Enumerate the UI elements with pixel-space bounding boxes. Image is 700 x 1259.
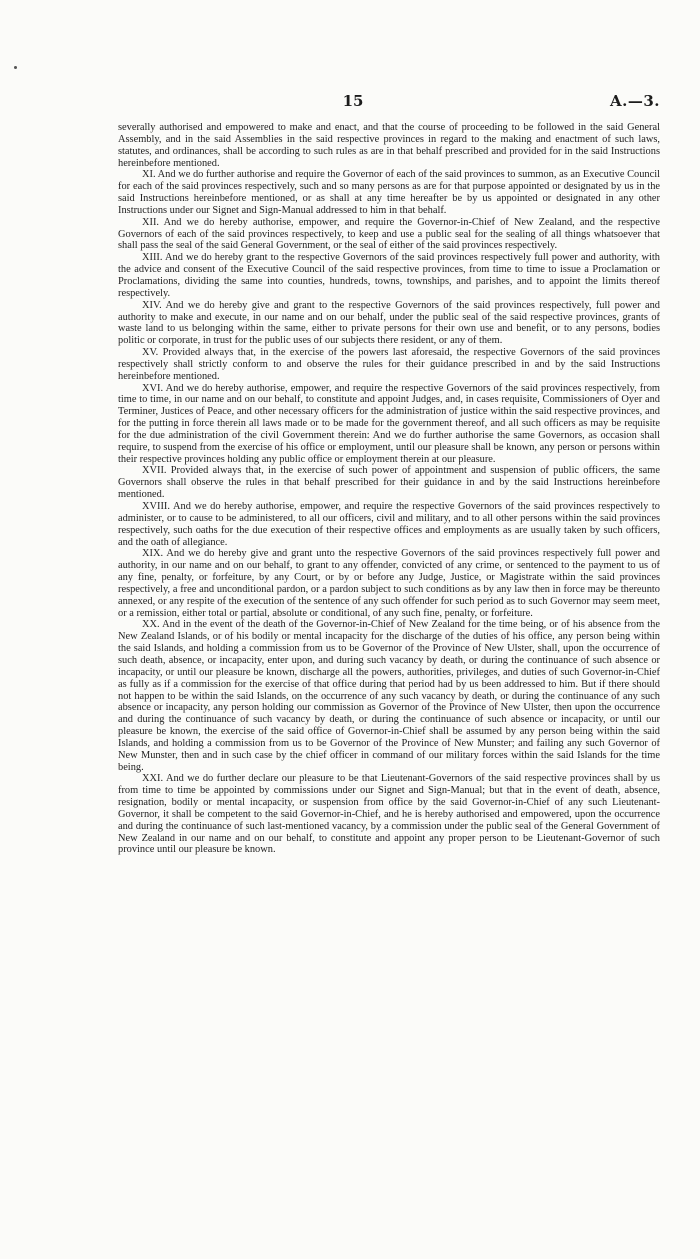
paragraph-numeral: XXI. [142, 773, 164, 785]
paragraph-xx [118, 619, 660, 773]
paragraph-text: And we do hereby give and grant to the respective Governors of the said provinces respectively, full power and authority to make and execute, in our name and on our behalf, under the public seal of the said respective provinces, grants of waste land to us belonging within the same, either to private persons for their own use and benefit, or to any persons, bodies politic or corporate, in trust for the public uses of our subjects there resident, or any of them. [118, 299, 660, 347]
paragraph-numeral: XV. [142, 347, 159, 359]
paragraph-text: Provided always that, in the exercise of the powers last aforesaid, the respective Governors of the said provinces respectively shall strictly conform to and observe the rules for their guidance prescribed in and by the said Instructions hereinbefore mentioned. [118, 347, 660, 382]
paragraph-text: And we do further declare our pleasure to be that Lieutenant-Governors of the said respective provinces shall by us from time to time be appointed by commissions under our Signet and Sign-Manual; but that in the event of death, absence, resignation, bodily or mental incapacity, or suspension from office by the said Governor-in-Chief of any such Lieutenant-Governor, it shall be competent to the said Governor-in-Chief, and he is hereby authorised and empowered, upon the occurrence and during the continuance of such last-mentioned vacancy, by a commission under the public seal of the General Government of New Zealand in our name and on our behalf, to constitute and appoint any proper person to be Lieutenant-Governor of such province until our pleasure be known. [118, 773, 660, 856]
paragraph-xix [118, 548, 660, 619]
paragraph-numeral: XVII. [142, 465, 167, 477]
paragraph-xi [118, 169, 660, 216]
paragraph-text: And we do hereby authorise, empower, and require the Governor-in-Chief of New Zealand, and the respective Governors of each of the said provinces respectively, to keep and use a public seal for the sealing of all things whatsoever that shall pass the seal of the said General Government, or the seal of either of the said provinces respectively. [118, 216, 660, 252]
paragraph-text: And we do hereby give and grant unto the respective Governors of the said provinces respectively full power and authority, in our name and on our behalf, to grant to any offender, convicted of any crime, or sentenced to the payment to us of any fine, penalty, or forfeiture, by any Court, or by or before any Judge, Justice, or Magistrate within the said provinces respectively, a free and unconditional pardon, or a pardon subject to such conditions as by any law then in force may be thereunto annexed, or any respite of the execution of the sentence of any such offender for such period as to such Governor may seem meet, or a remission, either total or partial, absolute or conditional, of any such fine, penalty, or forfeiture. [118, 548, 660, 619]
paragraph-xviii [118, 501, 660, 548]
paragraph-text: severally authorised and empowered to make and enact, and that the course of proceeding to be followed in the said General Assembly, and in the said Assemblies in the said respective provinces in regard to the making and enactment of such laws, statutes, and ordinances, shall be according to such rules as are in that behalf prescribed and provided for in the said Instructions hereinbefore mentioned. [118, 122, 660, 169]
paragraph-text: And we do hereby authorise, empower, and require the respective Governors of the said provinces respectively to administer, or to cause to be administered, to all our officers, civil and military, and to all other persons within the said provinces respectively, such oaths for the due execution of their respective offices and employments as are usually taken by such officers, and the oath of allegiance. [118, 501, 660, 548]
paragraph-text: And in the event of the death of the Governor-in-Chief of New Zealand for the time being, or of his absence from the New Zealand Islands, or of his bodily or mental incapacity for the discharge of the duties of his office, any person being within the said Islands, and holding a commission from us to be Governor of the Province of New Ulster, shall, upon the occurrence of such death, absence, or incapacity, enter upon, and during such vacancy by death, or during the continuance of such absence or incapacity, or until our pleasure be known, discharge all the powers, authorities, privileges, and duties of such Governor-in-Chief as fully as if a commission for the exercise of that office during that period had by us been addressed to him. But if there should not happen to be within the said Islands, on the occurrence of any such vacancy by death, or during the continuance of any such absence or incapacity, any person holding our commission as Governor of the Province of New Ulster, then upon the occurrence and during the continuance of such vacancy by death, or during the continuance of such absence or incapacity, or until our pleasure be known, the exercise of the said office of Governor-in-Chief shall be assumed by any person being within the said Islands, and holding a commission from us to be Governor of the Province of New Munster; and failing any such Governor of New Munster, then and in such case by the chief officer in command of our military forces within the said Islands for the time being. [118, 619, 660, 773]
body-text [118, 122, 660, 856]
paragraph-numeral: XX. [142, 619, 160, 631]
paragraph-text: And we do hereby grant to the respective Governors of the said provinces respectively full power and authority, with the advice and consent of the Executive Council of the said respective provinces, from time to time to issue a Proclamation or Proclamations, dividing the same into counties, hundreds, towns, townships, and parishes, and to appoint the limits thereof respectively. [118, 252, 660, 299]
page-number: 15 [342, 92, 364, 110]
paragraph-text: Provided always that, in the exercise of such power of appointment and suspension of public officers, the same Governors shall observe the rules in that behalf prescribed for their guidance in and by the said Instructions hereinbefore mentioned. [118, 465, 660, 501]
page-header [118, 92, 660, 114]
paragraph-xii [118, 217, 660, 253]
paragraph-xvi [118, 383, 660, 466]
paragraph-text: And we do further authorise and require the Governor of each of the said provinces to summon, as an Executive Council for each of the said provinces respectively, such and so many persons as are for that purpose appointed or designated by us in the said Instructions hereinbefore mentioned, or as shall at any time hereafter be by us appointed or designated in any other Instructions under our Signet and Sign-Manual addressed to him in that behalf. [118, 169, 660, 216]
margin-mark [14, 66, 17, 69]
paragraph-xv [118, 347, 660, 383]
paragraph-xiv [118, 300, 660, 347]
paragraph-numeral: XIX. [142, 548, 164, 560]
paragraph-numeral: XIII. [142, 252, 163, 264]
paragraph-numeral: XIV. [142, 299, 162, 311]
paragraph-numeral: XI. [142, 169, 156, 181]
paragraph-text: And we do hereby authorise, empower, and require the respective Governors of the said provinces respectively, from time to time, in our name and on our behalf, to constitute and appoint Judges, and, in cases requisite, Commissioners of Oyer and Terminer, Justices of Peace, and other necessary officers for the administration of justice within the said respective provinces, and for the putting in force therein all laws made or to be made for the government thereof, and all such officers as may be requisite for the due administration of the civil Government therein: And we do further authorise the same Governors, as occasion shall require, to suspend from the exercise of his office or employment, until our pleasure shall be known, any person or persons within their respective provinces holding any public office or employment therein at our pleasure. [118, 382, 661, 465]
document-reference: A.—3. [609, 92, 660, 110]
paragraph-xvii [118, 465, 660, 501]
paragraph-continuation [118, 122, 660, 169]
paragraph-numeral: XVIII. [142, 501, 170, 512]
paragraph-xxi [118, 773, 660, 856]
paragraph-numeral: XII. [142, 216, 160, 228]
paragraph-xiii [118, 252, 660, 299]
paragraph-numeral: XVI. [142, 382, 164, 394]
